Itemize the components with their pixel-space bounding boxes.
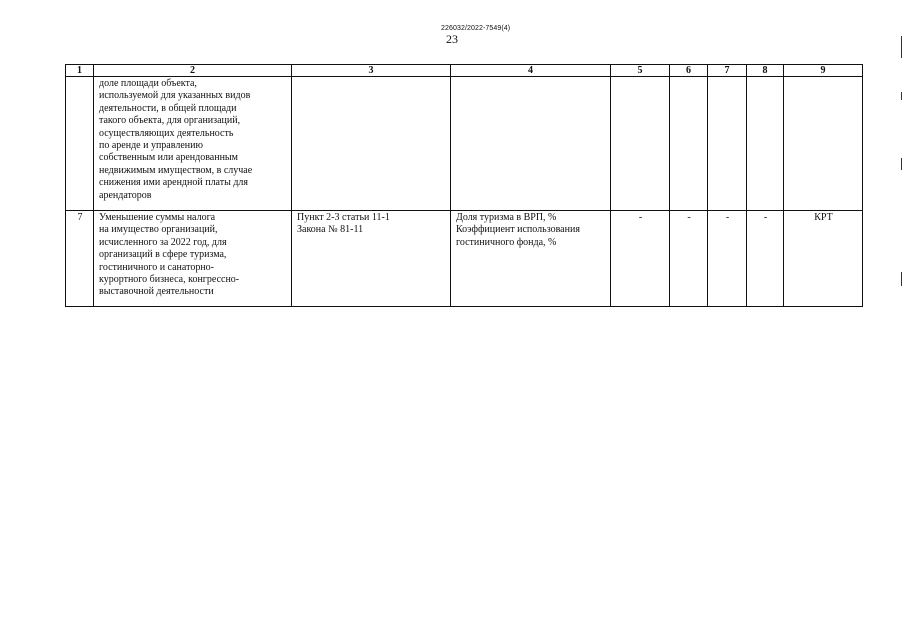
column-header: 1 [66, 65, 94, 77]
table-cell [451, 77, 611, 211]
cell-line: на имущество организаций, [99, 224, 218, 236]
cell-line: деятельности, в общей площади [99, 102, 237, 114]
cell-line: по аренде и управлению [99, 140, 203, 152]
table-cell [747, 77, 784, 211]
cell-line: гостиничного и санаторно- [99, 261, 214, 273]
table-row [66, 211, 863, 307]
data-table [65, 64, 863, 307]
table-cell [611, 77, 670, 211]
cell-line: снижения ими арендной платы для [99, 177, 248, 189]
cell-line: Доля туризма в ВРП, % [456, 212, 557, 223]
table-cell [611, 211, 670, 307]
table-cell [708, 211, 747, 307]
cell-line: собственным или арендованным [99, 152, 238, 164]
cell-line: такого объекта, для организаций, [99, 115, 241, 127]
cell-line: выставочной деятельности [99, 286, 214, 298]
cell-line: курортного бизнеса, конгрессно- [99, 274, 240, 286]
table-cell [670, 77, 708, 211]
table-cell [784, 211, 863, 307]
table-cell [451, 211, 611, 307]
cell-value: КРТ [814, 212, 833, 223]
cell-value: - [687, 212, 691, 223]
cell-value: - [725, 212, 730, 223]
cell-line: недвижимым имуществом, в случае [99, 164, 253, 176]
cell-line: организаций в сфере туризма, [99, 249, 227, 261]
page-number: 23 [446, 32, 458, 46]
cell-line: осуществляющих деятельность [99, 127, 234, 139]
table-cell [292, 211, 451, 307]
table-cell [784, 77, 863, 211]
margin-mark [901, 158, 902, 170]
table-cell [94, 77, 292, 211]
row-number: 7 [77, 212, 83, 223]
margin-mark [901, 272, 902, 286]
cell-line: доле площади объекта, [99, 78, 197, 89]
document-id: 226032/2022-7549(4) [441, 25, 511, 32]
table-cell [670, 211, 708, 307]
table-cell [747, 211, 784, 307]
table-cell [94, 211, 292, 307]
column-header: 9 [784, 65, 863, 77]
cell-line: Коэффициент использования [456, 224, 580, 236]
column-header: 5 [611, 65, 670, 77]
table-cell [292, 77, 451, 211]
column-header: 8 [747, 65, 784, 77]
cell-line: исчисленного за 2022 год, для [99, 236, 227, 248]
column-header: 3 [292, 65, 451, 77]
table-cell [708, 77, 747, 211]
margin-mark [901, 36, 902, 58]
column-header: 2 [94, 65, 292, 77]
column-header: 6 [670, 65, 708, 77]
cell-line: гостиничного фонда, % [456, 236, 557, 248]
header-row [66, 65, 863, 77]
cell-value: - [638, 212, 643, 223]
cell-line: Уменьшение суммы налога [99, 212, 216, 223]
cell-value: - [763, 212, 768, 223]
table-cell [66, 211, 94, 307]
cell-line: Пункт 2-3 статьи 11-1 [297, 212, 390, 223]
cell-line: арендаторов [99, 189, 152, 201]
margin-mark [901, 92, 902, 100]
cell-line: Закона № 81-11 [297, 224, 364, 236]
table-cell [66, 77, 94, 211]
column-header: 7 [708, 65, 747, 77]
table-row [66, 77, 863, 211]
cell-line: используемой для указанных видов [99, 90, 251, 102]
column-header: 4 [451, 65, 611, 77]
